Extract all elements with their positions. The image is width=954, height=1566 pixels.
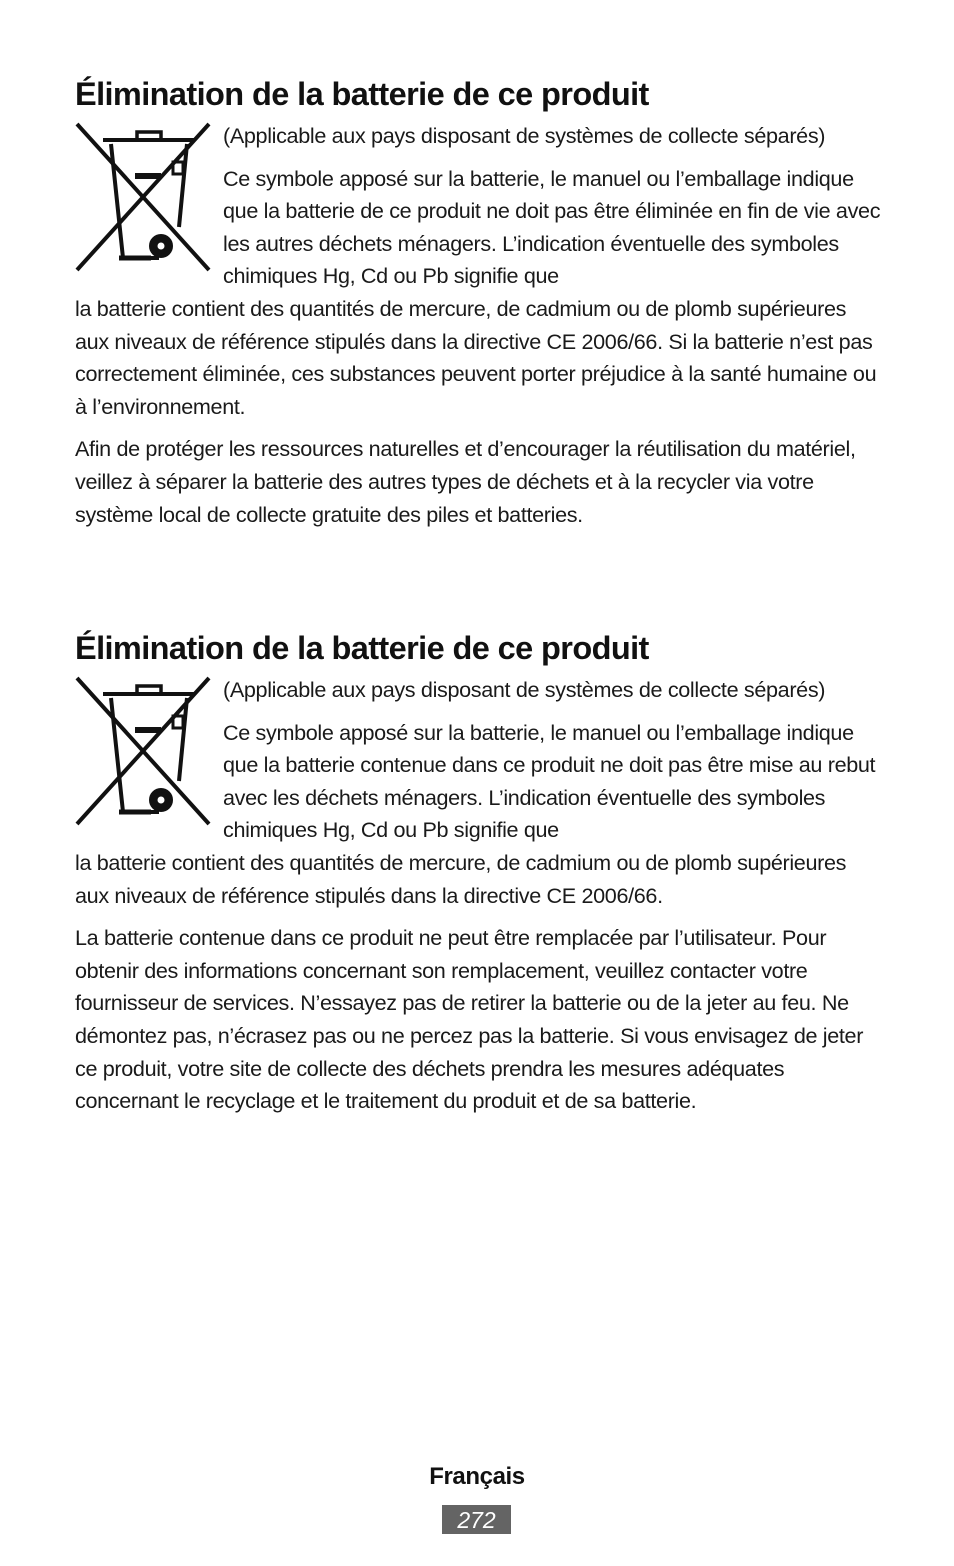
battery-disposal-section-2	[75, 626, 885, 1118]
applicable-note: (Applicable aux pays disposant de systèmes de collecte séparés)	[223, 677, 826, 702]
replacement-paragraph: La batterie contenue dans ce produit ne peut être remplacée par l’utilisateur. Pour obtenir des informations concernant son remplacement, veuillez contacter votre fournisseur de services. N’essayez pas de retirer la batterie ou de la jeter au feu. Ne démontez pas, n’écrasez pas ou ne percez pas la batterie. Si vous envisagez de jeter ce produit, votre site de collecte des déchets prendra les mesures adéquates concernant le recyclage et le traitement du produit et de sa batterie.	[75, 925, 864, 1114]
symbol-description-continued: la batterie contient des quantités de mercure, de cadmium ou de plomb supérieures aux niveaux de référence stipulés dans la directive CE 2006/66.	[75, 849, 847, 908]
symbol-description: Ce symbole apposé sur la batterie, le manuel ou l’emballage indique que la batterie contenue dans ce produit ne doit pas être mise au rebut avec les déchets ménagers. L’indication éventuelle des symboles chimiques Hg, Cd ou Pb signifie que	[223, 719, 876, 843]
page-number: 272	[442, 1505, 511, 1534]
crossed-out-wheelie-bin-icon	[75, 676, 211, 828]
crossed-out-wheelie-bin-icon	[75, 122, 211, 274]
section-title: Élimination de la batterie de ce produit	[75, 76, 649, 112]
recycling-paragraph: Afin de protéger les ressources naturelles et d’encourager la réutilisation du matériel, veillez à séparer la batterie des autres types de déchets et à la recycler via votre système local de collecte gratuite des piles et batteries.	[75, 436, 856, 527]
symbol-description-continued: la batterie contient des quantités de mercure, de cadmium ou de plomb supérieures aux niveaux de référence stipulés dans la directive CE 2006/66. Si la batterie n’est pas correctement éliminée, ces substances peuvent porter préjudice à la santé humaine ou à l’environnement.	[75, 295, 877, 419]
applicable-note: (Applicable aux pays disposant de systèmes de collecte séparés)	[223, 123, 826, 148]
footer-language: Français	[429, 1463, 525, 1490]
battery-disposal-section-1	[75, 72, 885, 531]
symbol-description: Ce symbole apposé sur la batterie, le manuel ou l’emballage indique que la batterie de ce produit ne doit pas être éliminée en fin de vie avec les autres déchets ménagers. L’indication éventuelle des symboles chimiques Hg, Cd ou Pb signifie que	[223, 165, 881, 289]
section-title: Élimination de la batterie de ce produit	[75, 630, 649, 666]
